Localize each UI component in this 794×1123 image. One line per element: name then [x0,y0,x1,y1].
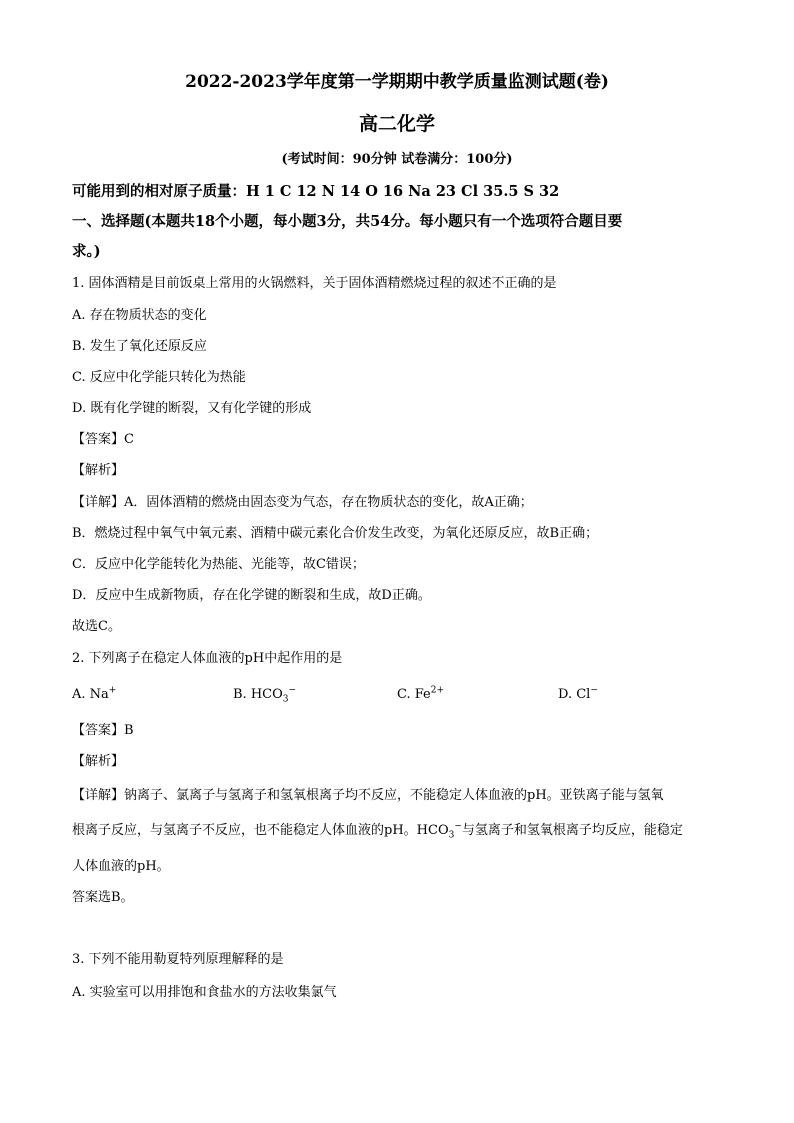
exam-info: (考试时间：90分钟 试卷满分：100分) [281,152,513,167]
q2-detail-line2-start: 根离子反应，与氢离子不反应，也不能稳定人体血液的pH。HCO [72,823,449,838]
atomic-masses: 可能用到的相对原子质量：H 1 C 12 N 14 O 16 Na 23 Cl 35.5 S 32 [72,183,560,200]
q2-stem: 2. 下列离子在稳定人体血液的pH中起作用的是 [72,651,343,666]
q2-option-c-label: C. Fe [397,687,431,702]
q2-option-b [233,685,296,705]
q2-detail-charge: − [454,821,462,832]
q1-detail-c: C．反应中化学能转化为热能、光能等，故C错误； [72,557,365,572]
q2-option-a-label: A. Na [72,687,109,702]
q2-option-c [397,685,444,705]
q1-detail-b: B．燃烧过程中氧气中氧元素、酒精中碳元素化合价发生改变，为氧化还原反应，故B正确； [72,526,599,541]
q2-conclusion: 答案选B。 [72,890,134,905]
q1-detail-a: 【详解】A．固体酒精的燃烧由固态变为气态，存在物质状态的变化，故A正确； [72,495,533,510]
q2-answer: 【答案】B [72,723,134,738]
q2-detail-line1: 【详解】钠离子、氯离子与氢离子和氢氧根离子均不反应，不能稳定人体血液的pH。亚铁离子能与氢氧 [72,788,664,803]
q2-option-a-charge: + [108,685,117,696]
section-heading: 一、选择题(本题共18个小题，每小题3分，共54分。每小题只有一个选项符合题目要 [72,213,623,230]
q2-option-b-subscript: 3 [282,694,289,705]
q3-option-a: A. 实验室可以用排饱和食盐水的方法收集氯气 [72,985,337,1000]
q2-analysis-label: 【解析】 [72,754,125,769]
q1-analysis-label: 【解析】 [72,463,125,478]
q2-detail-line3: 人体血液的pH。 [72,859,170,874]
q2-option-d [558,685,598,705]
q3-stem: 3. 下列不能用勒夏特列原理解释的是 [72,952,284,967]
q2-detail-subscript: 3 [448,830,455,841]
q2-option-d-label: D. Cl [558,687,591,702]
q2-detail-line2 [72,821,683,841]
q1-option-d: D. 既有化学键的断裂，又有化学键的形成 [72,401,312,416]
q2-option-b-label: B. HCO [233,687,283,702]
subject-title: 高二化学 [358,113,435,135]
q2-detail-line2-end: 与氢离子和氢氧根离子均反应，能稳定 [461,823,683,838]
section-heading-cont: 求。) [72,243,101,260]
q1-option-b: B. 发生了氧化还原反应 [72,339,207,354]
q1-stem: 1. 固体酒精是目前饭桌上常用的火锅燃料，关于固体酒精燃烧过程的叙述不正确的是 [72,276,557,291]
q1-conclusion: 故选C。 [72,619,121,634]
q1-answer: 【答案】C [72,432,134,447]
q1-detail-d: D．反应中生成新物质，存在化学键的断裂和生成，故D正确。 [72,588,431,603]
q1-option-a: A. 存在物质状态的变化 [72,308,207,323]
exam-title: 2022-2023学年度第一学期期中教学质量监测试题(卷) [185,72,609,92]
q1-option-c: C. 反应中化学能只转化为热能 [72,370,246,385]
q2-option-b-charge: − [288,685,297,696]
q2-option-c-charge: 2+ [430,685,445,696]
q2-option-d-charge: − [590,685,598,696]
q2-option-a [72,685,116,705]
